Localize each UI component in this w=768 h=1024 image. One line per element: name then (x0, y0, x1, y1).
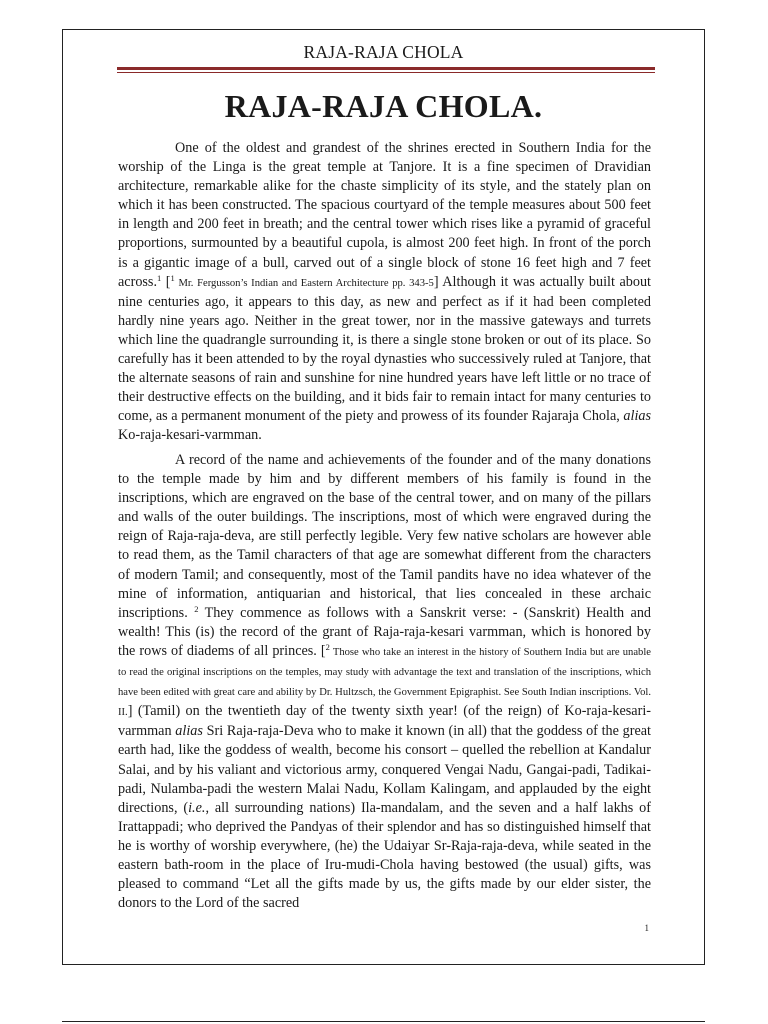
paragraph-2-text-a: A record of the name and achievements of the founder and of the many donations to the temple made by him and by different members of his family is found in the inscriptions, which are engraved on the base of the central tower, and on many of the pillars and walls of the outer buildings. The inscriptions, most of which were engraved during the reign of Raja-raja-deva, are still perfectly legible. Very few native scholars are however able to read them, as the Tamil characters of that age are somewhat different from the characters of modern Tamil; and consequently, most of the Tamil pandits have no idea whatever of the mine of information, antiquarian and historical, that lies concealed in these archaic inscriptions. (118, 452, 651, 621)
header-rule-thick (117, 67, 655, 70)
paragraph-2-italic-2: i.e. (188, 799, 206, 816)
page-title: RAJA-RAJA CHOLA. (224, 88, 543, 124)
paragraph-2-text-b: They commence as follows with a Sanskrit verse: - (Sanskrit) Health and wealth! This (is) the record of the grant of Raja-raja-kesari varmman, which is honored by the rows of diadems of all princes. [ (118, 604, 652, 659)
footnote-ref-2: 2 (194, 603, 199, 614)
footnote-open-bracket: [ (161, 273, 171, 290)
paragraph-1-italic: alias (623, 408, 651, 425)
footnote-mark-2: 2 (325, 641, 330, 652)
header-rule-thin (117, 72, 655, 73)
footnote-ref-1: 1 (157, 272, 162, 283)
paragraph-1-text-b: ] Although it was actually built about nine centuries ago, it appears to this day, as new and perfect as if it had been completed hardly nine years ago. Neither in the great tower, nor in the massive gateways and turrets which line the quadrangle surrounding it, is there a single stone broken or out of its place. So carefully has it been attended to by the royal dynasties who successively ruled at Tanjore, that the alternate seasons of rain and sunshine for nine hundred years have left little or no trace of their destructive effects on the building, and it bids fair to remain intact for many centuries to come, as a permanent monument of the piety and prowess of its founder Rajaraja Chola, (118, 273, 652, 425)
running-header: RAJA-RAJA CHOLA (303, 42, 464, 62)
paragraph-1-text-c: Ko-raja-kesari-varmman. (118, 427, 262, 444)
paragraph-2-text-e: , all surrounding nations) Ila-mandalam, and the seven and a half lakhs of Irattappadi; who deprived the Pandyas of their splendor and has so distinguished himself that he is worthy of worship everywhere, (he) the Udaiyar Sr-Raja-raja-deva, while seated in the eastern bath-room in the place of Iru-mudi-Chola having bestowed (the usual) gifts, was pleased to command “Let all the gifts made by us, the gifts made by our elder sister, the donors to the Lord of the sacred (118, 799, 651, 912)
footnote-mark-1: 1 (170, 272, 175, 283)
paragraph-1 (118, 139, 651, 446)
paragraph-2-text-d: Sri Raja-raja-Deva who to make it known (in all) that the goddess of the great earth had, like the goddess of wealth, become his consort – quelled the rebellion at Kandalur Salai, and by his valiant and victorious army, conquered Vengai Nadu, Gangai-padi, Tadikai-padi, Nulamba-padi the western Malai Nadu, Kollam Kalingam, and applauded by the eight directions, ( (118, 723, 652, 816)
paragraph-2-text-c: ] (Tamil) on the twentieth day of the twenty sixth year! (of the reign) of Ko-raja-kesari-varmman (118, 703, 651, 740)
footnote-text-2: Those who take an interest in the history of Southern India but are unable to read the original inscriptions on the temples, may study with advantage the text and translation of the inscriptions, which have been edited with great care and ability by Dr. Hultzsch, the Government Epigraphist. See South Indian inscriptions. Vol. II. (118, 646, 651, 719)
footnote-text-1: Mr. Fergusson’s Indian and Eastern Architecture pp. 343-5 (174, 277, 434, 289)
page-frame (62, 29, 705, 965)
page-number: 1 (644, 923, 649, 933)
paragraph-2-italic-1: alias (175, 723, 203, 740)
paragraph-2 (118, 451, 651, 913)
next-page-edge (62, 1021, 705, 1022)
paragraph-1-text-a: One of the oldest and grandest of the shrines erected in Southern India for the worship of the Linga is the great temple at Tanjore. It is a fine specimen of Dravidian architecture, remarkable alike for the chaste simplicity of its style, and the stately plan on which it has been constructed. The spacious courtyard of the temple measures about 500 feet in length and 200 feet in breath; and the central tower which rises like a pyramid of graceful proportions, surmounted by a beautiful cupola, is almost 200 feet high. In front of the porch is a gigantic image of a bull, carved out of a single block of stone 16 feet high and 7 feet across. (118, 140, 651, 290)
